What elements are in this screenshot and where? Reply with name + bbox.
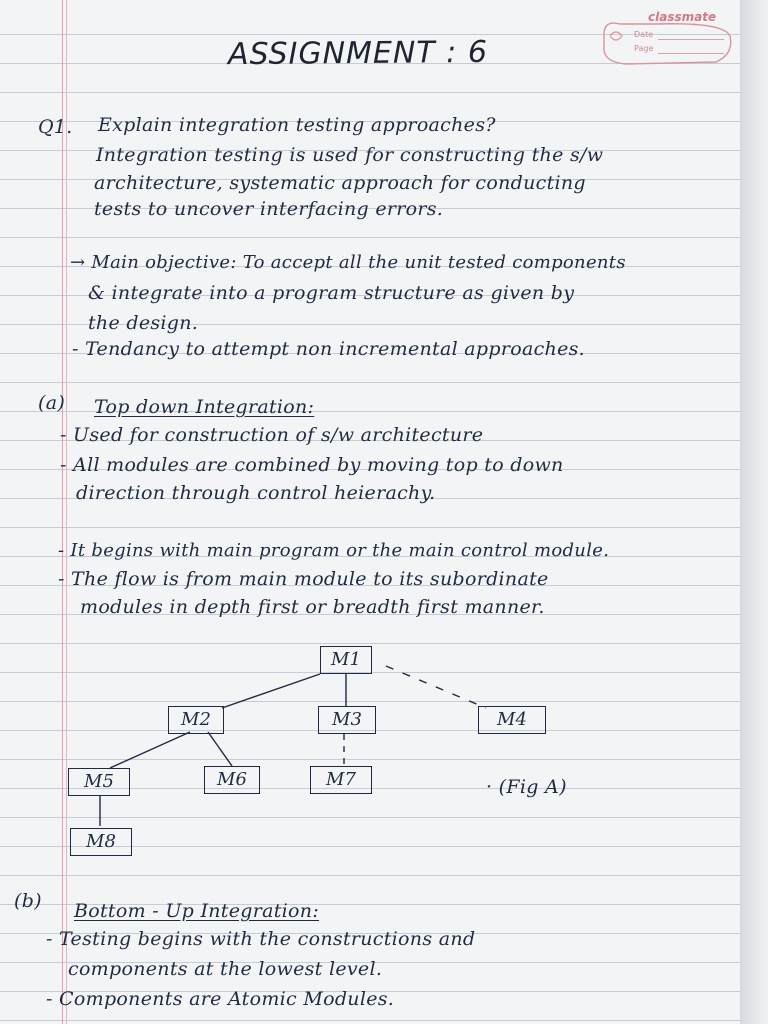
tendency-line: - Tendancy to attempt non incremental approaches.	[72, 338, 586, 360]
node-m5: M5	[68, 768, 130, 796]
page-label: Page	[634, 44, 654, 53]
next-page-edge	[740, 0, 768, 1024]
edge-m1-m4	[386, 666, 486, 708]
section-b-heading: Bottom - Up Integration:	[74, 900, 320, 922]
node-m3: M3	[318, 706, 376, 734]
section-a-line-4: - It begins with main program or the main control module.	[58, 540, 610, 561]
node-m2: M2	[168, 706, 224, 734]
date-label: Date	[634, 30, 654, 39]
classmate-logo	[596, 6, 736, 76]
node-m6: M6	[204, 766, 260, 794]
objective-line-2: & integrate into a program structure as given by	[88, 282, 575, 304]
section-a-heading: Top down Integration:	[94, 396, 315, 418]
section-a-line-3: direction through control heierachy.	[76, 482, 436, 504]
section-b-marker: (b)	[14, 890, 42, 912]
edge-m2-m6	[208, 732, 232, 766]
question-number: Q1.	[38, 116, 73, 138]
section-a-line-5: - The flow is from main module to its subordinate	[58, 568, 549, 590]
question-text: Explain integration testing approaches?	[98, 114, 496, 136]
brand-name: classmate	[648, 10, 717, 24]
section-a-line-6: modules in depth first or breadth first manner.	[80, 596, 545, 618]
date-line	[658, 39, 724, 40]
page-line	[658, 53, 724, 54]
answer-line-2: architecture, systematic approach for conducting	[94, 172, 586, 194]
section-a-line-1: - Used for construction of s/w architecture	[60, 424, 484, 446]
section-b-line-3: - Components are Atomic Modules.	[46, 988, 395, 1010]
margin-line-inner	[66, 0, 67, 1024]
objective-line-1: → Main objective: To accept all the unit tested components	[70, 252, 626, 273]
page-title: ASSIGNMENT : 6	[227, 34, 489, 73]
node-m7: M7	[310, 766, 372, 794]
edge-m1-m2	[222, 674, 320, 708]
section-b-line-2: components at the lowest level.	[68, 958, 383, 980]
answer-line-3: tests to uncover interfacing errors.	[94, 198, 444, 220]
section-a-line-2: - All modules are combined by moving top to down	[60, 454, 564, 476]
margin-line	[62, 0, 63, 1024]
node-m4: M4	[478, 706, 546, 734]
edge-m2-m5	[110, 732, 190, 768]
section-a-marker: (a)	[38, 392, 66, 414]
node-m8: M8	[70, 828, 132, 856]
objective-line-3: the design.	[88, 312, 199, 334]
figure-caption: · (Fig A)	[486, 776, 567, 798]
node-m1: M1	[320, 646, 372, 674]
section-b-line-1: - Testing begins with the constructions and	[46, 928, 476, 950]
answer-line-1: Integration testing is used for constructing the s/w	[96, 144, 604, 166]
